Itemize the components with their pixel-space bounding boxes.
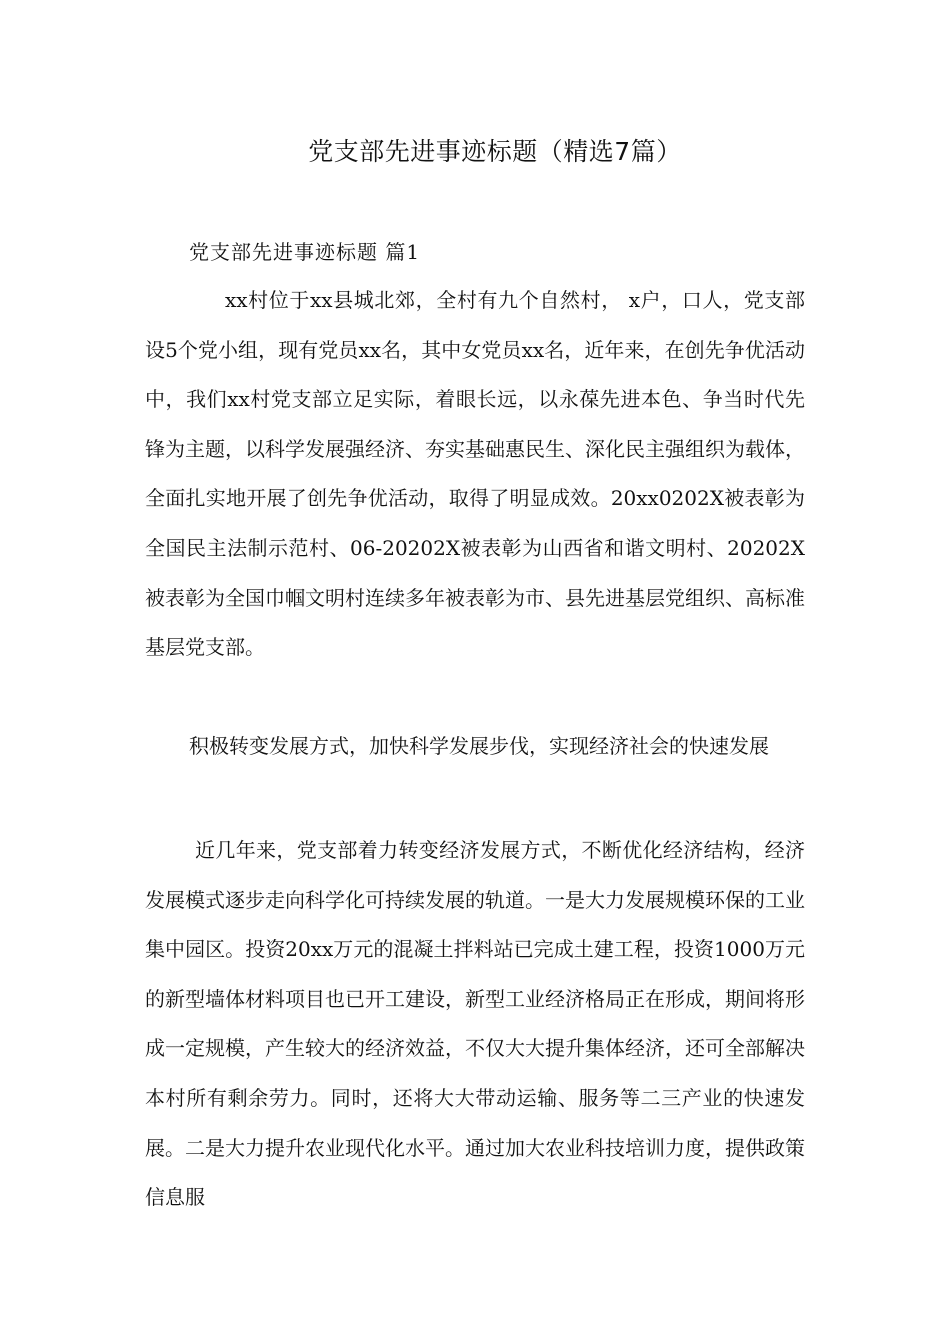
subheading-paragraph: 积极转变发展方式，加快科学发展步伐，实现经济社会的快速发展	[189, 734, 769, 758]
document-title: 党支部先进事迹标题（精选7篇）	[308, 137, 682, 166]
section-heading: 党支部先进事迹标题 篇1	[189, 240, 421, 264]
body-paragraph: xx村位于xx县城北郊，全村有九个自然村， x户，口人，党支部设5个党小组，现有党员xx名，其中女党员xx名，近年来，在创先争优活动中，我们xx村党支部立足实际，着眼长远，以永葆先进本色、争当时代先锋为主题，以科学发展强经济、夯实基础惠民生、深化民主强组织为载体，全面扎实地开展了创先争优活动，取得了明显成效。20xx0202X被表彰为全国民主法制示范村、06-20202X被表彰为山西省和谐文明村、20202X被表彰为全国巾帼文明村连续多年被表彰为市、县先进基层党组织、高标准基层党支部。	[145, 288, 805, 660]
body-paragraph: 近几年来，党支部着力转变经济发展方式，不断优化经济结构，经济发展模式逐步走向科学化可持续发展的轨道。一是大力发展规模环保的工业集中园区。投资20xx万元的混凝土拌料站已完成土建工程，投资1000万元的新型墙体材料项目也已开工建设，新型工业经济格局正在形成，期间将形成一定规模，产生较大的经济效益，不仅大大提升集体经济，还可全部解决本村所有剩余劳力。同时，还将大大带动运输、服务等二三产业的快速发展。二是大力提升农业现代化水平。通过加大农业科技培训力度，提供政策信息服	[145, 838, 805, 1210]
